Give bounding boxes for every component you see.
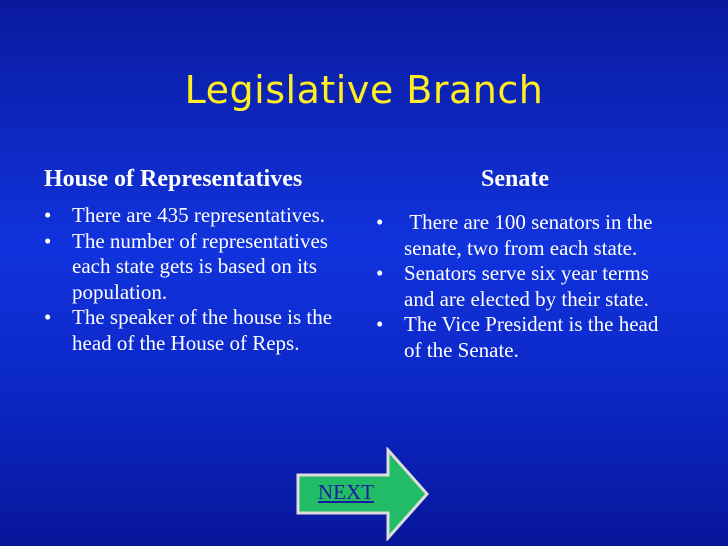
slide-title: Legislative Branch xyxy=(184,68,544,112)
house-heading: House of Representatives xyxy=(44,166,303,192)
next-link[interactable]: NEXT xyxy=(318,480,374,504)
house-bullet: • The speaker of the house is the head of the House of Reps. xyxy=(44,305,344,356)
house-bullet-list xyxy=(44,203,344,356)
house-bullet: • There are 435 representatives. xyxy=(44,203,344,229)
senate-bullet: • Senators serve six year terms and are elected by their state. xyxy=(376,261,676,312)
senate-heading: Senate xyxy=(481,166,549,192)
senate-bullet-list xyxy=(376,210,676,363)
house-bullet: • The number of representatives each state gets is based on its population. xyxy=(44,229,344,306)
senate-bullet: • The Vice President is the head of the Senate. xyxy=(376,312,676,363)
senate-bullet: • There are 100 senators in the senate, two from each state. xyxy=(376,210,676,261)
